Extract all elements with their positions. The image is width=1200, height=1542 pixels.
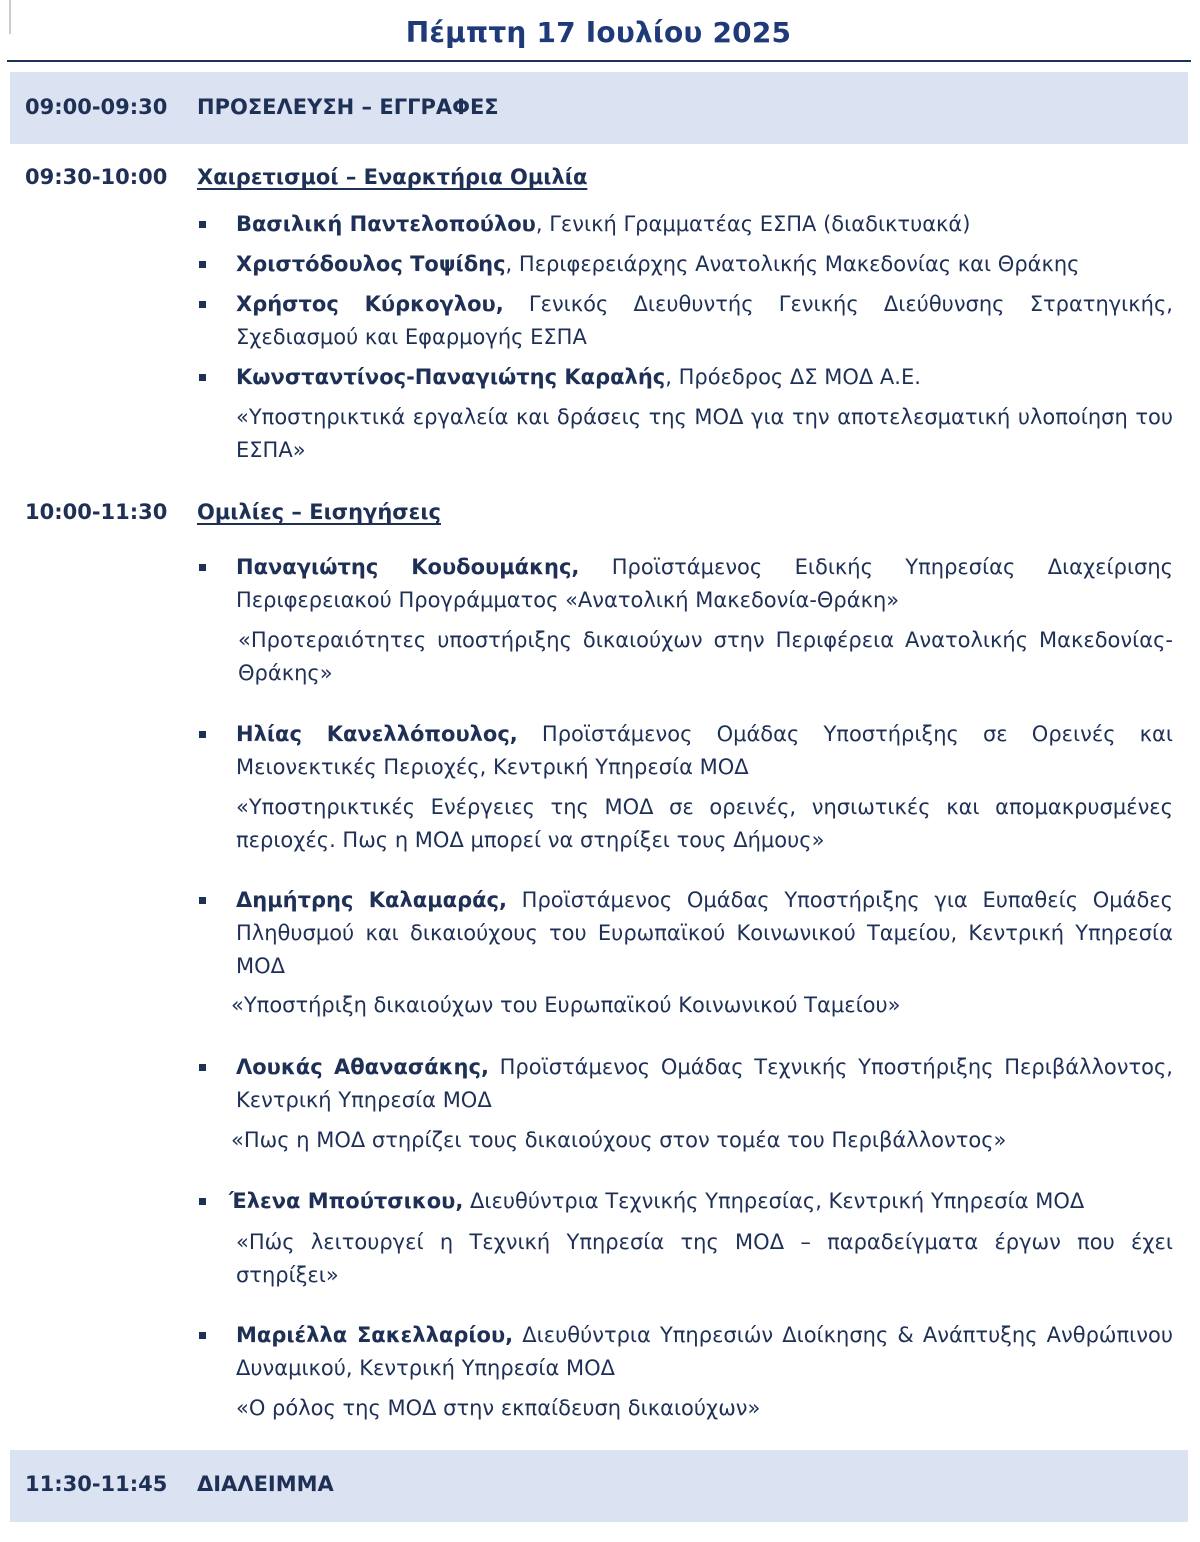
registration-time: 09:00-09:30 [25, 95, 168, 119]
bullet-icon [199, 564, 206, 571]
talk-title: «Υποστηρικτικά εργαλεία και δράσεις της ΜΟΔ για την αποτελεσματική υλοποίηση του ΕΣΠΑ» [236, 405, 1173, 462]
speaker-item [236, 884, 1173, 983]
registration-label: ΠΡΟΣΕΛΕΥΣΗ – ΕΓΓΡΑΦΕΣ [197, 95, 499, 119]
speaker-name: Χριστόδουλος Τοψίδης [236, 252, 506, 276]
speaker-item [236, 248, 1173, 281]
session-title: Ομιλίες – Εισηγήσεις [197, 500, 441, 524]
speaker-name: Έλενα Μπούτσικου, [229, 1189, 464, 1213]
speaker-role: Προϊστάμενος Ομάδας Υποστήριξης σε Ορεινές και Μειονεκτικές Περιοχές, Κεντρική Υπηρεσία ΜΟΔ [236, 722, 1174, 779]
speaker-item [236, 1319, 1173, 1385]
page-title: Πέμπτη 17 Ιουλίου 2025 [405, 16, 792, 49]
speaker-role: , Περιφερειάρχης Ανατολικής Μακεδονίας και Θράκης [505, 252, 1080, 276]
bullet-icon [199, 1332, 206, 1339]
break-time: 11:30-11:45 [25, 1472, 168, 1496]
speaker-item [236, 361, 1173, 394]
bullet-icon [199, 1198, 206, 1205]
talk-title: «Υποστηρικτικές Ενέργειες της ΜΟΔ σε ορεινές, νησιωτικές και απομακρυσμένες περιοχές. Πως η ΜΟΔ μπορεί να στηρίξει τους Δήμους» [236, 795, 1173, 852]
speaker-role: , Γενική Γραμματέας ΕΣΠΑ (διαδικτυακά) [535, 212, 971, 236]
session-title: Χαιρετισμοί – Εναρκτήρια Ομιλία [197, 165, 588, 189]
speaker-name: Δημήτρης Καλαμαράς, [236, 888, 507, 912]
speaker-item [236, 288, 1173, 354]
speaker-role: Διευθύντρια Τεχνικής Υπηρεσίας, Κεντρική Υπηρεσία ΜΟΔ [463, 1189, 1085, 1213]
speaker-role: Διευθύντρια Υπηρεσιών Διοίκησης & Ανάπτυξης Ανθρώπινου Δυναμικού, Κεντρική Υπηρεσία ΜΟΔ [236, 1323, 1173, 1380]
speaker-item [236, 1051, 1173, 1117]
speaker-name: Βασιλική Παντελοπούλου [236, 212, 536, 236]
bullet-icon [199, 731, 206, 738]
speaker-name: Χρήστος Κύρκογλου, [236, 292, 504, 316]
break-label: ΔΙΑΛΕΙΜΜΑ [197, 1472, 334, 1496]
title-divider [7, 60, 1191, 62]
break-band [10, 1450, 1188, 1522]
speaker-item [236, 208, 1173, 241]
speaker-name: Κωνσταντίνος-Παναγιώτης Καραλής [236, 365, 666, 389]
speaker-role: Γενικός Διευθυντής Γενικής Διεύθυνσης Στρατηγικής, Σχεδιασμού και Εφαρμογής ΕΣΠΑ [236, 292, 1173, 349]
speaker-role: Προϊστάμενος Ομάδας Τεχνικής Υποστήριξης Περιβάλλοντος, Κεντρική Υπηρεσία ΜΟΔ [236, 1055, 1173, 1112]
speaker-name: Παναγιώτης Κουδουμάκης, [236, 555, 580, 579]
session-time: 09:30-10:00 [25, 165, 168, 189]
speaker-item [229, 1185, 1166, 1218]
talk-title: «Πώς λειτουργεί η Τεχνική Υπηρεσία της ΜΟΔ – παραδείγματα έργων που έχει στηρίξει» [236, 1230, 1173, 1287]
speaker-role: Προϊστάμενος Ειδικής Υπηρεσίας Διαχείρισης Περιφερειακού Προγράμματος «Ανατολική Μακεδονία-Θράκη» [236, 555, 1173, 612]
bullet-icon [199, 261, 206, 268]
bullet-icon [199, 221, 206, 228]
speaker-item [236, 718, 1173, 784]
bullet-icon [199, 301, 206, 308]
session-time: 10:00-11:30 [25, 500, 168, 524]
talk-title: «Προτεραιότητες υποστήριξης δικαιούχων στην Περιφέρεια Ανατολικής Μακεδονίας-Θράκης» [238, 628, 1173, 685]
speaker-role: Προϊστάμενος Ομάδας Υποστήριξης για Ευπαθείς Ομάδες Πληθυσμού και δικαιούχους του Ευρωπαϊκού Κοινωνικού Ταμείου, Κεντρική Υπηρεσία ΜΟΔ [236, 888, 1173, 978]
talk-title: «Πως η ΜΟΔ στηρίζει τους δικαιούχους στον τομέα του Περιβάλλοντος» [231, 1128, 1007, 1152]
bullet-icon [199, 1064, 206, 1071]
speaker-item [236, 551, 1173, 617]
bullet-icon [199, 374, 206, 381]
registration-band [10, 72, 1188, 144]
speaker-name: Ηλίας Κανελλόπουλος, [236, 722, 518, 746]
bullet-icon [199, 897, 206, 904]
talk-title: «Υποστήριξη δικαιούχων του Ευρωπαϊκού Κοινωνικού Ταμείου» [231, 993, 901, 1017]
speaker-role: , Πρόεδρος ΔΣ ΜΟΔ Α.Ε. [665, 365, 921, 389]
speaker-name: Μαριέλλα Σακελλαρίου, [236, 1323, 514, 1347]
talk-title: «Ο ρόλος της ΜΟΔ στην εκπαίδευση δικαιούχων» [236, 1396, 761, 1420]
speaker-name: Λουκάς Αθανασάκης, [236, 1055, 489, 1079]
